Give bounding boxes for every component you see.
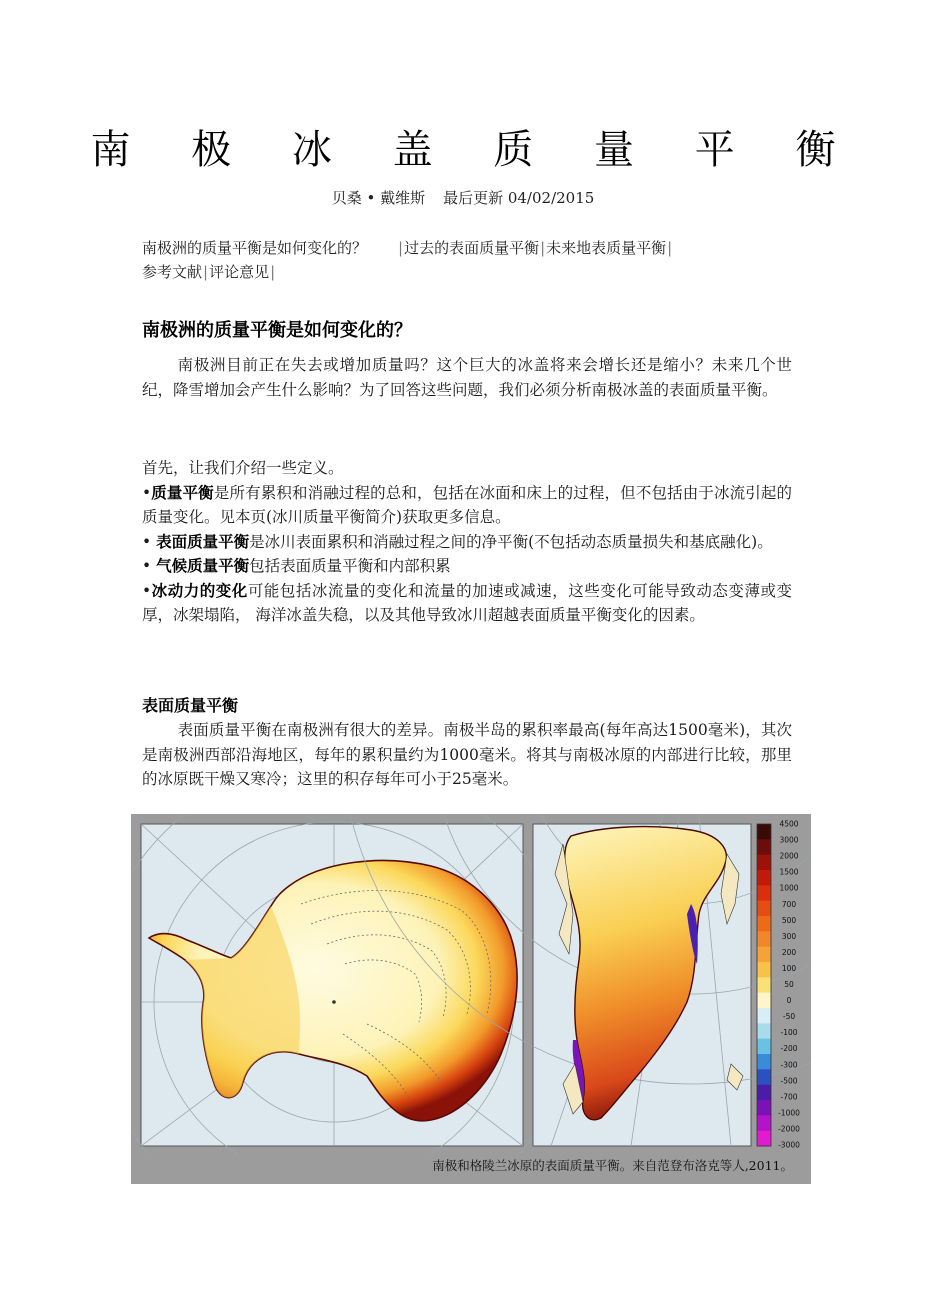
- colorbar-swatch: [757, 1069, 771, 1085]
- colorbar-swatch: [757, 824, 771, 840]
- colorbar-swatch: [757, 885, 771, 901]
- colorbar-tick-label: 100: [781, 963, 797, 973]
- colorbar-swatch: [757, 901, 771, 917]
- byline: [0, 187, 926, 209]
- colorbar-swatch: [757, 1115, 771, 1131]
- definition-text: 是冰川表面累积和消融过程之间的净平衡(不包括动态质量损失和基底融化)。: [249, 532, 773, 551]
- colorbar-swatch: [757, 870, 771, 886]
- nav-current: 南极洲的质量平衡是如何变化的？: [142, 239, 368, 257]
- colorbar-swatch: [757, 1085, 771, 1101]
- definition-text: 可能包括冰流量的变化和流量的加速或减速，这些变化可能导致动态变薄或变厚，冰架塌陷， 海洋冰盖失稳，以及其他导致冰川超越表面质量平衡变化的因素。: [142, 581, 792, 624]
- colorbar-tick-label: -200: [780, 1044, 798, 1054]
- colorbar-tick-label: 3000: [779, 835, 799, 845]
- colorbar-tick-label: -700: [780, 1092, 798, 1102]
- colorbar-tick-label: 2000: [779, 851, 799, 861]
- definitions-block: [142, 456, 792, 628]
- colorbar-tick-label: 4500: [779, 819, 799, 829]
- colorbar-swatch: [757, 1008, 771, 1024]
- section-heading-mass-balance: 南极洲的质量平衡是如何变化的？: [142, 320, 412, 341]
- colorbar-swatch: [757, 1054, 771, 1070]
- colorbar-tick-label: 200: [781, 947, 797, 957]
- colorbar-tick-label: -100: [780, 1028, 798, 1038]
- definition-item: •质量平衡是所有累积和消融过程的总和，包括在冰面和床上的过程，但不包括由于冰流引起的质量变化。见本页(冰川质量平衡简介)获取更多信息。: [142, 483, 792, 526]
- definition-term: 表面质量平衡: [156, 532, 250, 551]
- antarctica-map: [131, 814, 574, 1154]
- colorbar-swatch: [757, 916, 771, 932]
- definition-text: 包括表面质量平衡和内部积累: [249, 557, 451, 575]
- last-updated: 最后更新 04/02/2015: [443, 189, 595, 207]
- colorbar-swatch: [757, 855, 771, 871]
- nav-link-future-smb[interactable]: 未来地表质量平衡: [546, 239, 667, 257]
- colorbar-swatch: [757, 1100, 771, 1116]
- colorbar-swatch: [757, 1023, 771, 1039]
- colorbar: [757, 820, 800, 1150]
- smb-figure: [131, 814, 811, 1184]
- definition-term: 气候质量平衡: [156, 557, 250, 575]
- nav-link-references[interactable]: 参考文献: [142, 263, 203, 281]
- nav-link-past-smb[interactable]: 过去的表面质量平衡: [404, 239, 540, 257]
- colorbar-tick-label: 300: [781, 931, 797, 941]
- definitions-lead: 首先，让我们介绍一些定义。: [142, 459, 344, 477]
- colorbar-tick-label: 0: [786, 996, 792, 1006]
- definition-text: 是所有累积和消融过程的总和，包括在冰面和床上的过程，但不包括由于冰流引起的质量变化。见本页(冰川质量平衡简介)获取更多信息。: [142, 483, 792, 526]
- colorbar-tick-label: 700: [781, 899, 797, 909]
- author: 贝桑 • 戴维斯: [331, 189, 426, 207]
- colorbar-swatch: [757, 962, 771, 978]
- section-heading-smb: 表面质量平衡: [142, 696, 239, 715]
- definition-item: • 气候质量平衡包括表面质量平衡和内部积累: [142, 557, 451, 575]
- definition-item: • 表面质量平衡是冰川表面累积和消融过程之间的净平衡(不包括动态质量损失和基底融化)。: [142, 532, 773, 551]
- colorbar-swatch: [757, 977, 771, 993]
- colorbar-tick-label: -500: [780, 1076, 798, 1086]
- colorbar-tick-label: 500: [781, 915, 797, 925]
- colorbar-tick-label: -1000: [778, 1108, 800, 1118]
- colorbar-tick-label: -3000: [778, 1140, 800, 1150]
- section-nav: 南极洲的质量平衡是如何变化的？ |过去的表面质量平衡|未来地表质量平衡| 参考文献|评论意见|: [142, 239, 673, 281]
- definition-item: •冰动力的变化可能包括冰流量的变化和流量的加速或减速，这些变化可能导致动态变薄或变厚，冰架塌陷， 海洋冰盖失稳，以及其他导致冰川超越表面质量平衡变化的因素。: [142, 581, 792, 624]
- colorbar-tick-label: 1500: [779, 867, 799, 877]
- document-title: 南 极 冰 盖 质 量 平 衡: [90, 127, 860, 173]
- colorbar-tick-label: -50: [782, 1012, 796, 1022]
- figure-caption: 南极和格陵兰冰原的表面质量平衡。来自范登布洛克等人,2011。: [432, 1158, 793, 1173]
- smb-maps: [131, 814, 811, 1154]
- definition-term: 冰动力的变化: [151, 581, 248, 600]
- smb-paragraph: 表面质量平衡在南极洲有很大的差异。南极半岛的累积率最高(每年高达1500毫米)，其次是南极洲西部沿海地区，每年的累积量约为1000毫米。将其与南极冰原的内部进行比较，那里的冰原既干燥又寒冷；这里的积存每年可小于25毫米。: [142, 721, 792, 788]
- colorbar-tick-label: 1000: [779, 883, 799, 893]
- definition-term: 质量平衡: [151, 483, 214, 502]
- colorbar-swatch: [757, 947, 771, 963]
- intro-paragraph: 南极洲目前正在失去或增加质量吗？这个巨大的冰盖将来会增长还是缩小？未来几个世纪，降雪增加会产生什么影响？为了回答这些问题，我们必须分析南极冰盖的表面质量平衡。: [142, 356, 792, 399]
- nav-link-comments[interactable]: 评论意见: [209, 263, 270, 281]
- colorbar-swatch: [757, 931, 771, 947]
- colorbar-swatch: [757, 993, 771, 1009]
- colorbar-swatch: [757, 839, 771, 855]
- colorbar-swatch: [757, 1131, 771, 1147]
- colorbar-tick-label: 50: [784, 980, 794, 989]
- colorbar-swatch: [757, 1039, 771, 1055]
- colorbar-tick-label: -300: [780, 1060, 798, 1070]
- colorbar-tick-label: -2000: [778, 1124, 800, 1134]
